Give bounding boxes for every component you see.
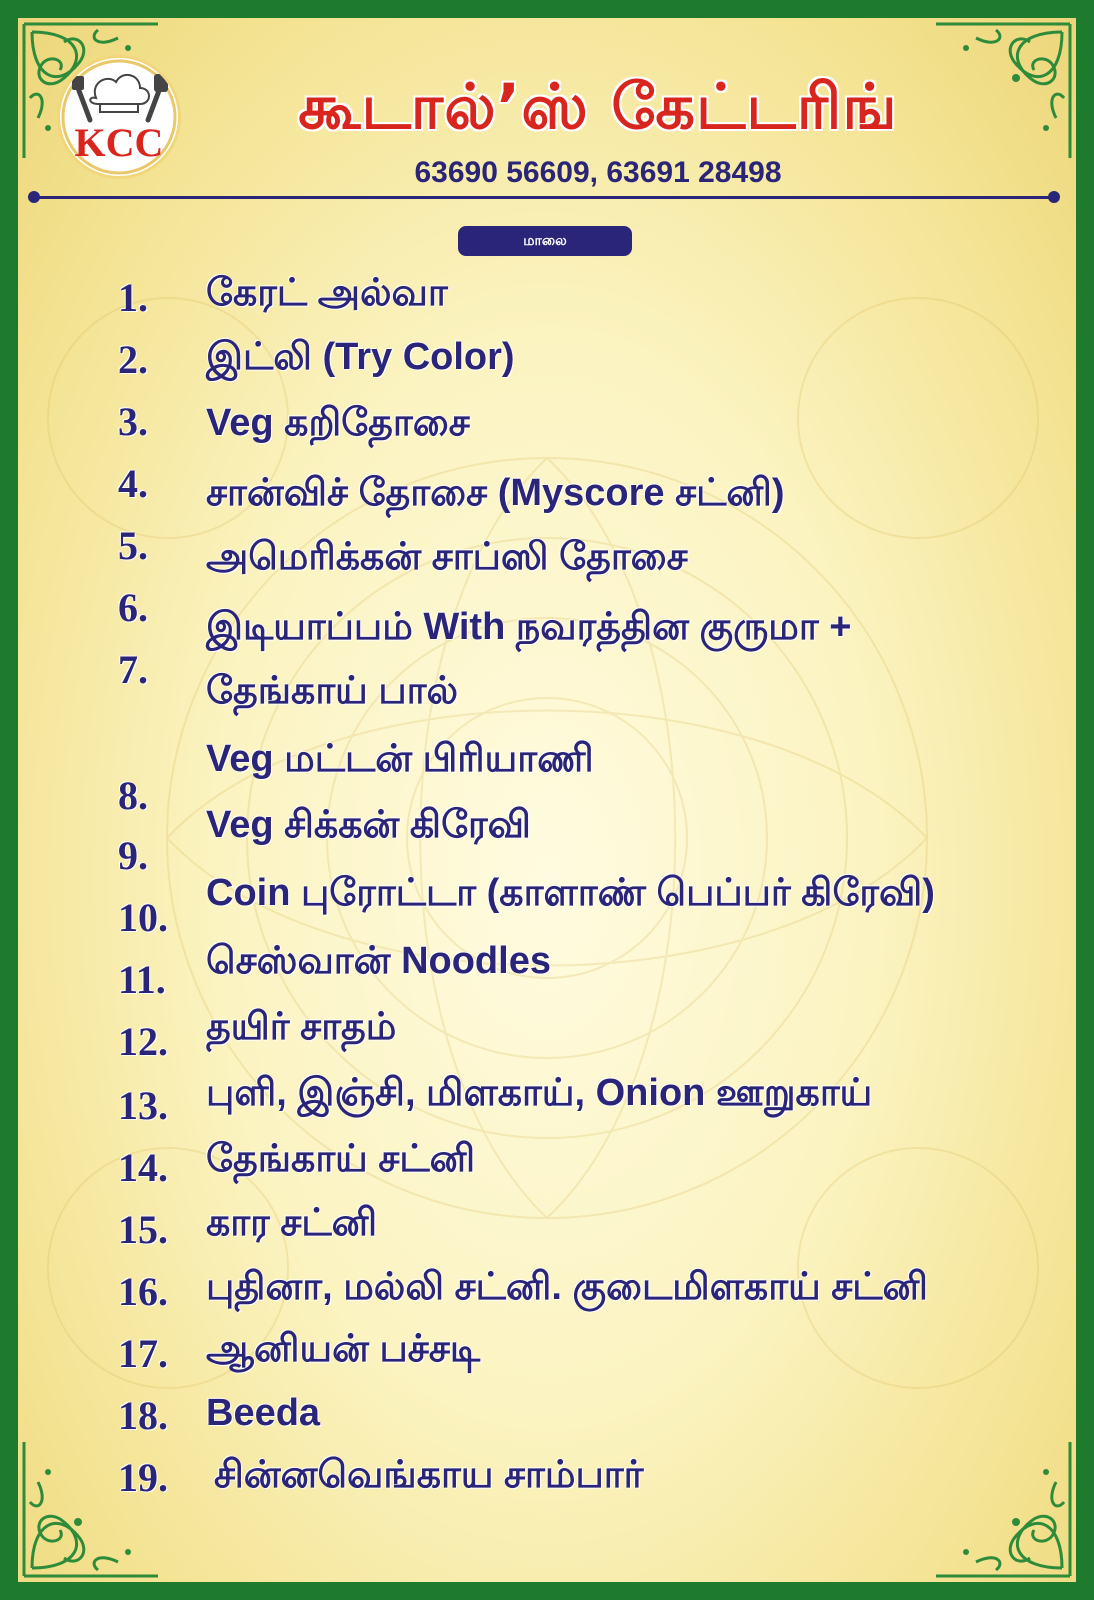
item-number: 13.: [118, 1083, 168, 1128]
item-number: 11.: [118, 957, 166, 1002]
section-label: மாலை: [458, 226, 632, 256]
menu-item: புதினா, மல்லி சட்னி. குடைமிளகாய் சட்னி: [206, 1266, 928, 1308]
menu-item: Veg சிக்கன் கிரேவி: [206, 804, 531, 846]
menu-item: ஆனியன் பச்சடி: [206, 1328, 481, 1370]
menu-item: புளி, இஞ்சி, மிளகாய், Onion ஊறுகாய்: [206, 1072, 873, 1114]
item-number: 19.: [118, 1455, 168, 1500]
item-number: 8.: [118, 773, 148, 818]
item-number: 3.: [118, 399, 148, 444]
menu-item: Veg கறிதோசை: [206, 402, 470, 444]
item-number: 1.: [118, 275, 148, 320]
item-number: 5.: [118, 523, 148, 568]
header-divider: [32, 196, 1056, 199]
menu-item: தேங்காய் சட்னி: [206, 1138, 476, 1180]
menu-item: இடியாப்பம் With நவரத்தின குருமா +: [206, 606, 852, 648]
divider-dot-right: [1048, 191, 1060, 203]
item-number: 18.: [118, 1393, 168, 1438]
item-number: 12.: [118, 1019, 168, 1064]
menu-item: Beeda: [206, 1392, 321, 1434]
menu-item: சின்னவெங்காய சாம்பார்: [214, 1454, 644, 1496]
item-number: 15.: [118, 1207, 168, 1252]
menu-item: தயிர் சாதம்: [206, 1006, 397, 1048]
menu-item: தேங்காய் பால்: [206, 670, 458, 712]
menu-item: இட்லி (Try Color): [206, 336, 515, 378]
menu-item: அமெரிக்கன் சாப்ஸி தோசை: [206, 536, 688, 578]
menu-card: [18, 18, 1076, 1582]
divider-dot-left: [28, 191, 40, 203]
menu-item: கார சட்னி: [206, 1202, 378, 1244]
menu-item: கேரட் அல்வா: [206, 272, 448, 314]
brand-title: கூடால்’ஸ் கேட்டரிங்: [298, 70, 898, 143]
item-number: 9.: [118, 833, 148, 878]
menu-item: செஸ்வான் Noodles: [206, 940, 551, 982]
item-number: 14.: [118, 1145, 168, 1190]
logo-letters: KCC: [74, 120, 164, 165]
chef-logo-icon: [60, 58, 178, 176]
menu-item: Coin புரோட்டா (காளாண் பெப்பர் கிரேவி): [206, 872, 935, 914]
menu-item: சான்விச் தோசை (Myscore சட்னி): [206, 472, 785, 514]
phone-numbers: 63690 56609, 63691 28498: [414, 156, 782, 189]
item-number: 17.: [118, 1331, 168, 1376]
item-number: 10.: [118, 895, 168, 940]
item-number: 2.: [118, 337, 148, 382]
item-number: 4.: [118, 461, 148, 506]
menu-item: Veg மட்டன் பிரியாணி: [206, 738, 594, 780]
item-number: 7.: [118, 647, 148, 692]
item-number: 6.: [118, 585, 148, 630]
item-number: 16.: [118, 1269, 168, 1314]
